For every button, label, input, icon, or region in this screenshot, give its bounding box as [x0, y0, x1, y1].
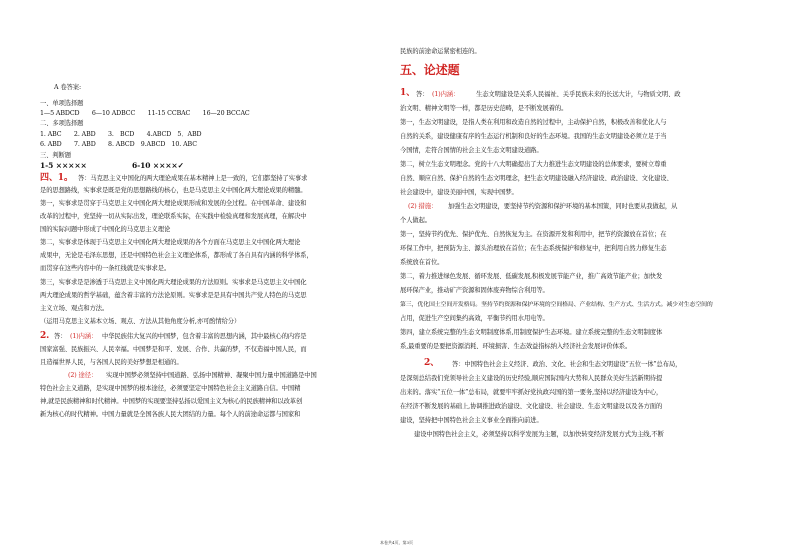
essay-question-1-marker: 1、 [400, 88, 416, 98]
section-essay-heading: 五、论述题 [400, 63, 460, 77]
paragraph-line: 第一，坚持节约优先、保护优先、自然恢复为主。在资源开发和利用中，把节约资源放在首位；在 [400, 231, 667, 238]
paragraph-line: 第二，树立生态文明理念。党的十八大明确提出了大力推进生态文明建设的总体要求，要树立尊重 [400, 161, 667, 168]
paragraph-line: 第三，实事求是是渗透于马克思主义中国化两大理论成果的方法原则。实事求是马克思主义中国化 [40, 279, 307, 286]
connotation-label: (1)内涵： [432, 91, 460, 98]
paragraph-line: 建设，坚持把中国特色社会主义事业全面推向前进。 [400, 417, 543, 424]
answer-label: 答： [54, 333, 67, 340]
paragraph-line: 自然、顺应自然、保护自然的生态文明理念，把生态文明建设融入经济建设、政治建设、文化建设、 [400, 175, 673, 182]
left-column [40, 0, 392, 560]
measures-label: (2) 措施： [408, 203, 438, 210]
paragraph-line: 第三，优化国土空间开发格局。坚持节约资源和保护环境的空间格局、产业结构、生产方式、生活方式。减少对生态空间的 [400, 302, 713, 308]
paragraph-line: 第一，实事求是贯穿于马克思主义中国化两大理论成果形成和发展的全过程。在中国革命、建设和 [40, 200, 307, 207]
question-4-1-marker: 四、1。 [40, 173, 73, 183]
paragraph-line: 且造福世界人民，与各国人民的美好梦想是相通的。 [40, 359, 183, 366]
paragraph-line: 今国情，走符合国情的社会主义生态文明建设道路。 [400, 147, 543, 154]
paragraph-line: 系统放在首位。 [400, 259, 444, 266]
paragraph-line: 个人做起。 [400, 217, 431, 224]
question-2-marker: 2. [40, 331, 50, 341]
paragraph-line: 生态文明建设是关系人民福祉、关乎民族未来的长远大计，与物质文明、政 [476, 91, 681, 98]
paragraph-line: 答：中国特色社会主义经济、政治、文化、社会和生态文明建设“五位一体”总布局， [452, 361, 682, 368]
page-footer: 本卷共4页，第3页 [379, 540, 414, 545]
paragraph-line: 展环保产业，推动矿产资源和固体废弃物综合利用等。 [400, 287, 549, 294]
approach-label: (2) 途径： [68, 372, 98, 379]
connotation-label: (1)内涵： [70, 333, 98, 340]
section-single-choice-heading: 一、单项选择题 [40, 100, 84, 107]
paragraph-line: 两大理论成果的哲学基础，蕴含着丰富的方法论原则。实事求是是具有中国共产党人特色的马克思 [40, 292, 307, 299]
paragraph-line: 出来的。落实“五位一体”总布局，就要牢牢抓好党执政兴国的第一要务,坚持以经济建设为中心， [400, 389, 663, 396]
paragraph-line: 主义立场、观点和方法。 [40, 305, 109, 312]
paragraph-line: 系,最重要的是要把资源消耗、环境损害、生态效益指标纳入经济社会发展评价体系。 [400, 343, 632, 350]
paragraph-line: 成果中，无论是毛泽东思想，还是中国特色社会主义理论体系，都形成了各自具有内涵的科学体系， [40, 252, 313, 259]
paragraph-line: 国的实际问题中形成了中国化的马克思主义理论 [40, 226, 171, 233]
multi-choice-answers-1: 1. ABC 2. ABD 3. BCD 4.ABCD 5．ABD [40, 131, 202, 138]
answer-title: A 卷答案: [54, 84, 81, 91]
paragraph-line: 改革的过程中，党坚持一切从实际出发，理论联系实际，在实践中检验真理和发展真理，在解决中 [40, 213, 307, 220]
paragraph-line: 自然的关系，建设健康有序的生态运行机制和良好的生态环境。我国的生态文明建设必须立足于当 [400, 133, 667, 140]
section-multi-choice-heading: 二、多项选择题 [40, 120, 84, 127]
paragraph-line: 民族的前途命运紧密相连的。 [400, 48, 481, 55]
judgment-answers-2: 6-10 ××××✓ [132, 161, 184, 170]
paragraph-line: 占用，促进生产空间集约高效，平衡节约用水用电等。 [400, 315, 549, 322]
multi-choice-answers-2: 6. ABD 7. ABD 8. ABCD 9.ABCD 10. ABC [40, 141, 197, 148]
paragraph-line: 是的思想路线，实事求是既是党的思想路线的核心，也是马克思主义中国化两大理论成果的精髓。 [40, 187, 307, 194]
judgment-answers-1: 1-5 ××××× [40, 161, 87, 170]
paragraph-line: 特色社会主义道路，是实现中国梦的根本途径，必须要坚定中国特色社会主义道路自信。中国精 [40, 385, 301, 392]
paragraph-line: 而贯穿在这些内容中的一条红线就是实事求是。 [40, 265, 171, 272]
paragraph-line: 实现中国梦必须坚持中国道路、弘扬中国精神、凝聚中国力量中国道路是中国 [106, 372, 317, 379]
scoring-note: （运用马克思主义基本立场、观点、方法从其他角度分析,亦可酌情给分） [40, 318, 241, 325]
single-choice-answers: 1—5 ABDCD 6—10 ADBCC 11-15 CCBAC 16—20 BCCAC [40, 110, 250, 117]
essay-question-2-marker: 2、 [424, 358, 440, 368]
paragraph-line: 中华民族伟大复兴的中国梦，包含着丰富的思想内涵，其中最核心的内容是 [102, 333, 307, 340]
paragraph-line: 治文明、精神文明等一样，都是历史范畴，是不断发展着的。 [400, 105, 568, 112]
section-judgment-heading: 三、判断题 [40, 152, 71, 159]
right-column [400, 0, 753, 560]
paragraph-line: 社会建设中，建设美丽中国，实现中国梦。 [400, 189, 518, 196]
paragraph-line: 环保工作中，把预防为主、源头治理放在首位；在生态系统保护和修复中，把利用自然力修复生态 [400, 245, 667, 252]
paragraph-line: 第一，生态文明建设，是指人类在利用和改造自然的过程中，主动保护自然，积极改善和优化人与 [400, 119, 667, 126]
paragraph-line: 神,就是民族精神和时代精神。中国梦的实现要坚持弘扬以爱国主义为核心的民族精神和以改革创 [40, 398, 303, 405]
paragraph-line: 答：马克思主义中国化的两大理论成果在基本精神上是一致的，它们都坚持了实事求 [78, 175, 308, 182]
paragraph-line: 第二，实事求是体现于马克思主义中国化两大理论成果的各个方面在马克思主义中国化两大理论 [40, 239, 301, 246]
paragraph-line: 第四，建立系统完整的生态文明制度体系,用制度保护生态环境。建立系统完整的生态文明制度体 [400, 329, 663, 336]
paragraph-line: 第二，着力推进绿色发展、循环发展、低碳发展,积极发展节能产业，推广高效节能产业；加快发 [400, 273, 663, 280]
paragraph-line: 在经济不断发展的基础上,协调推进政治建设、文化建设、社会建设、生态文明建设以及各方面的 [400, 403, 663, 410]
paragraph-line: 新为核心的时代精神。中国力量就是全国各族人民大团结的力量。每个人的前途命运都与国家和 [40, 411, 301, 418]
paragraph-line: 加强生态文明建设，要坚持节约资源和保护环境的基本国策，同时也要从我做起，从 [448, 203, 678, 210]
paragraph-line: 是深刻总结我们党领导社会主义建设的历史经验,顺应国际国内大势和人民群众美好生活新期待提 [400, 375, 663, 382]
paragraph-line: 建设中国特色社会主义，必须坚持以科学发展为主题，以加快转变经济发展方式为主线,不断 [414, 431, 664, 438]
paragraph-line: 国家富强、民族振兴、人民幸福。中国梦是和平、发展、合作、共赢的梦，不仅造福中国人民，而 [40, 346, 307, 353]
answer-label: 答： [416, 91, 429, 98]
